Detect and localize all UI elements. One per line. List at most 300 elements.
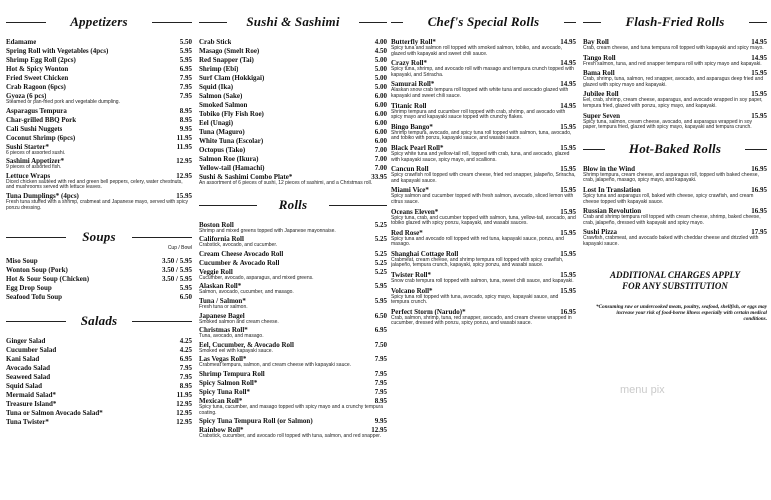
flash-item xyxy=(583,54,767,68)
menu-row xyxy=(199,38,387,46)
salads-item xyxy=(6,400,192,408)
sushi-item xyxy=(199,74,387,82)
sushi-item xyxy=(199,137,387,145)
sushi-item xyxy=(199,128,387,136)
item-price: 7.95 xyxy=(374,355,387,364)
item-name: Char-grilled BBQ Pork xyxy=(6,115,77,124)
soups-item xyxy=(6,266,192,274)
menu-row xyxy=(6,116,192,124)
item-price: 4.50 xyxy=(374,47,387,55)
column-1 xyxy=(6,0,192,500)
item-price: 5.95 xyxy=(179,47,192,55)
appetizers-item xyxy=(6,125,192,133)
menu-row xyxy=(199,379,387,387)
item-name: Egg Drop Soup xyxy=(6,284,52,293)
item-price: 7.95 xyxy=(179,364,192,373)
rolls-item xyxy=(199,268,387,282)
chef-item xyxy=(391,271,576,285)
rolls-item xyxy=(199,379,387,387)
item-price: 12.95 xyxy=(176,418,192,427)
menu-row xyxy=(199,370,387,378)
chef-item xyxy=(391,250,576,269)
item-price: 7.95 xyxy=(374,387,387,396)
item-description: Spicy tuna, salmon, cream cheese, avocado, and asparagus wrapped in soy paper, tempura fried, glazed with spicy mayo, kapayaki and tempura crunch. xyxy=(583,118,752,131)
item-description: Eel, crab, shrimp, cream cheese, asparagus, and avocado wrapped in soy paper, tempura fried, glazed with ponzu, spicy mayo, and kapayaki. xyxy=(583,97,763,109)
sushi-item xyxy=(199,65,387,73)
item-price: 14.95 xyxy=(560,101,576,110)
cup-bowl-label: Cup / Bowl xyxy=(167,245,192,252)
item-name: Fried Sweet Chicken xyxy=(6,74,69,82)
item-price: 7.95 xyxy=(179,74,192,82)
item-price: 6.50 xyxy=(179,293,192,302)
watermark: menu pix xyxy=(620,384,665,396)
flash-heading: Flash-Fried Rolls xyxy=(583,14,767,30)
item-price: 5.50 xyxy=(179,38,192,46)
chef-item xyxy=(391,38,576,57)
item-description: Crabstick, avocado, and cucumber. xyxy=(199,242,278,249)
rolls-item xyxy=(199,397,387,416)
item-price: 3.50 / 5.95 xyxy=(162,266,192,275)
menu-row xyxy=(6,266,192,274)
item-name: Miso Soup xyxy=(6,257,38,266)
item-name: Tuna or Salmon Avocado Salad* xyxy=(6,409,103,418)
item-name: Shrimp Tempura Roll xyxy=(199,369,265,378)
item-price: 14.95 xyxy=(751,38,767,46)
item-price: 5.25 xyxy=(374,258,387,267)
soups-list xyxy=(6,257,192,301)
item-description: Shrimp tempura and cucumber roll topped with crab, shrimp, and avocado with spicy mayo and kapayaki sauce topped with crunchy flakes. xyxy=(391,108,566,121)
item-name: Avocado Salad xyxy=(6,364,51,373)
salads-item xyxy=(6,337,192,345)
item-description: Crawfish, crabmeat, and avocado baked with cheddar cheese and drizzled with kapayaki sauce. xyxy=(583,235,759,247)
item-name: Cucumber & Avocado Roll xyxy=(199,258,280,267)
chef-item xyxy=(391,102,576,121)
menu-row xyxy=(6,355,192,363)
item-name: Asparagus Tempura xyxy=(6,106,67,115)
item-name: Masago (Smelt Roe) xyxy=(199,47,260,55)
item-description: Snow crab tempura roll topped with salmon, tuna, sweet chili sauce, and kapayaki. xyxy=(391,278,574,285)
item-name: Perfect Storm (Narudo)* xyxy=(391,307,466,316)
item-price: 4.25 xyxy=(179,337,192,346)
item-description: Cucumber, avocado, asparagus, and mixed greens. xyxy=(199,274,314,281)
item-name: Christmas Roll* xyxy=(199,326,248,335)
item-name: Edamame xyxy=(6,38,37,46)
appetizers-item xyxy=(6,56,192,64)
menu-row xyxy=(199,128,387,136)
item-price: 14.95 xyxy=(751,53,767,62)
item-description: Spicy white tuna and yellow-tail roll, topped with crab, tuna, and avocado, glazed with kapayaki sauce, spicy mayo, and scallions. xyxy=(391,150,570,163)
item-description: Crabstick, cucumber, and avocado roll topped with tuna, salmon, and red snapper. xyxy=(199,433,382,440)
item-name: Shrimp Egg Roll (2pcs) xyxy=(6,56,76,64)
item-name: Cali Sushi Nuggets xyxy=(6,124,63,133)
chef-item xyxy=(391,308,576,327)
item-price: 15.95 xyxy=(560,249,576,258)
item-price: 15.95 xyxy=(176,191,192,200)
item-price: 12.95 xyxy=(371,426,387,435)
item-name: Seaweed Salad xyxy=(6,373,51,382)
item-price: 16.95 xyxy=(560,307,576,316)
item-name: Miami Vice* xyxy=(391,186,429,195)
item-price: 11.95 xyxy=(176,133,192,142)
item-price: 15.95 xyxy=(560,207,576,216)
appetizers-item xyxy=(6,172,192,191)
item-price: 15.95 xyxy=(560,228,576,237)
item-description: Smoked salmon and cream cheese. xyxy=(199,318,279,325)
item-description: Fresh tuna or salmon. xyxy=(199,303,248,310)
rolls-item xyxy=(199,388,387,396)
rolls-item xyxy=(199,426,387,440)
item-description: Fresh tuna stuffed with a shrimp, crabmeat and Japanese mayo, served with spicy ponzu dressing. xyxy=(6,198,188,211)
item-name: Tango Roll xyxy=(583,53,616,62)
item-name: Japanese Bagel xyxy=(199,311,245,320)
item-name: Lost In Translation xyxy=(583,185,641,194)
substitution-notice: ADDITIONAL CHARGES APPLY FOR ANY SUBSTITUTION xyxy=(609,269,740,291)
menu-row xyxy=(199,83,387,91)
item-price: 6.00 xyxy=(374,119,387,127)
item-description: An assortment of 6 pieces of sushi, 12 pieces of sashimi, and a Christmas roll. xyxy=(199,180,373,186)
salads-item xyxy=(6,382,192,390)
item-name: Mexican Roll* xyxy=(199,396,243,405)
appetizers-item xyxy=(6,83,192,91)
menu-row xyxy=(199,74,387,82)
menu-row xyxy=(6,257,192,265)
item-description: Shrimp and mixed greens topped with Japanese mayonnaise. xyxy=(199,227,336,234)
item-description: Spicy tuna and salmon roll topped with smoked salmon, tobiko, and avocado, glazed with kapayaki and sweet chili sauce. xyxy=(391,45,562,57)
menu-row xyxy=(6,373,192,381)
menu-row xyxy=(199,56,387,64)
item-name: Treasure Island* xyxy=(6,400,57,409)
item-price: 5.25 xyxy=(374,235,387,244)
item-name: Salmon (Sake) xyxy=(199,92,243,100)
item-description: Spicy tuna and asparagus roll, baked with cheese, spicy crawfish, and cream cheese topped with kapayaki sauce. xyxy=(583,192,754,205)
column-3 xyxy=(391,0,576,500)
chef-item xyxy=(391,80,576,99)
item-price: 6.50 xyxy=(374,311,387,320)
flash-item xyxy=(583,112,767,131)
item-name: Salmon Roe (Ikura) xyxy=(199,155,259,163)
item-price: 11.95 xyxy=(176,391,192,400)
item-name: Red Rose* xyxy=(391,228,423,237)
item-name: Smoked Salmon xyxy=(199,101,248,109)
menu-row xyxy=(6,65,192,73)
item-description: Spicy crawfish roll topped with cream cheese, fried red snapper, jalapeño, Sriracha, and kapayaki sauce. xyxy=(391,172,576,184)
menu-row xyxy=(6,134,192,142)
item-name: Spicy Salmon Roll* xyxy=(199,378,258,387)
sushi-item xyxy=(199,56,387,64)
hotbaked-list xyxy=(583,165,767,248)
item-price: 11.95 xyxy=(176,142,192,151)
appetizers-item xyxy=(6,143,192,157)
menu-row xyxy=(6,284,192,292)
salads-item xyxy=(6,373,192,381)
item-description: Spicy tuna, crab, and cucumber topped with salmon, tuna, yellow-tail, avocado, and tobiko glazed with spicy ponzu, kapayaki, and wasabi sauces. xyxy=(391,214,576,227)
sushi-item xyxy=(199,47,387,55)
item-price: 6.00 xyxy=(374,92,387,100)
appetizers-item xyxy=(6,74,192,82)
item-description: Spicy tuna, cucumber, and masago topped with spicy mayo and a crunchy tempura coating. xyxy=(199,403,383,416)
menu-row xyxy=(199,119,387,127)
item-name: California Roll xyxy=(199,235,244,244)
item-name: Eel, Cucumber, & Avocado Roll xyxy=(199,340,294,349)
item-price: 7.95 xyxy=(179,373,192,382)
item-name: Spicy Tuna Roll* xyxy=(199,387,250,396)
item-price: 5.95 xyxy=(374,282,387,291)
menu-row xyxy=(6,409,192,417)
item-price: 7.50 xyxy=(374,340,387,349)
item-price: 6.00 xyxy=(374,128,387,136)
sushi-item xyxy=(199,110,387,118)
item-price: 5.95 xyxy=(374,296,387,305)
item-name: Crab Ragoon (6pcs) xyxy=(6,83,66,91)
item-name: Bama Roll xyxy=(583,69,615,78)
menu-row xyxy=(6,74,192,82)
appetizers-item xyxy=(6,107,192,115)
item-name: Eel (Unagi) xyxy=(199,119,234,127)
chef-item xyxy=(391,165,576,184)
item-name: Spicy Tuna Tempura Roll (or Salmon) xyxy=(199,417,313,426)
item-description: Crabmeat, cream cheese, and shrimp tempura roll topped with spicy crawfish, jalapeño, tempura crunch, kapayaki, spicy ponzu, and wasabi sauce. xyxy=(391,256,564,269)
item-name: Surf Clam (Hokkigai) xyxy=(199,74,265,82)
item-description: Spicy salmon and cucumber topped with fresh salmon, avocado, sliced lemon with citrus sauce. xyxy=(391,193,574,205)
appetizers-heading: Appetizers xyxy=(6,14,192,30)
hotbaked-heading: Hot-Baked Rolls xyxy=(583,141,767,157)
rolls-item xyxy=(199,235,387,249)
rolls-item xyxy=(199,312,387,326)
item-name: Boston Roll xyxy=(199,220,234,229)
item-description: Fresh salmon, tuna, and red snapper tempura roll with spicy mayo and kapayaki. xyxy=(583,60,762,67)
item-name: Hot & Sour Soup (Chicken) xyxy=(6,275,90,284)
item-name: Oceans Eleven* xyxy=(391,207,439,216)
item-description: Crabmeat tempura, salmon, and cream cheese with kapayaki sauce. xyxy=(199,362,352,369)
salads-item xyxy=(6,355,192,363)
sushi-item xyxy=(199,173,387,187)
item-name: Bingo Bango* xyxy=(391,122,433,131)
menu-row xyxy=(199,155,387,163)
item-name: Super Seven xyxy=(583,111,621,120)
item-description: Shrimp tempura, cream cheese, and asparagus roll, topped with baked cheese, crab, jalapeño, masago, spicy mayo, and kapayaki. xyxy=(583,171,759,184)
item-price: 7.95 xyxy=(179,92,192,100)
item-price: 5.25 xyxy=(374,249,387,258)
appetizers-item xyxy=(6,157,192,171)
appetizers-item xyxy=(6,38,192,46)
chef-list xyxy=(391,38,576,327)
item-name: Tobiko (Fly Fish Roe) xyxy=(199,110,264,118)
item-description: 6 pieces of assorted sushi. xyxy=(6,149,66,156)
flash-item xyxy=(583,38,767,52)
item-price: 4.00 xyxy=(374,38,387,46)
chef-item xyxy=(391,123,576,142)
menu-row xyxy=(6,125,192,133)
item-price: 12.95 xyxy=(176,171,192,180)
soups-item xyxy=(6,293,192,301)
item-price: 14.95 xyxy=(560,59,576,68)
item-name: Kani Salad xyxy=(6,355,40,364)
menu-row xyxy=(6,364,192,372)
flash-item xyxy=(583,69,767,88)
hotbaked-item xyxy=(583,186,767,205)
item-price: 15.95 xyxy=(560,271,576,280)
salads-item xyxy=(6,364,192,372)
sushi-item xyxy=(199,155,387,163)
item-price: 5.00 xyxy=(374,65,387,73)
item-price: 7.95 xyxy=(179,83,192,91)
item-name: Hot & Spicy Wonton xyxy=(6,65,69,73)
rolls-item xyxy=(199,341,387,355)
item-description: Shrimp tempura, avocado, and spicy tuna roll topped with salmon, tuna, avocado, and tobiko with ponzu, kapayaki sauce, and wasabi sauce. xyxy=(391,129,572,142)
sushi-list xyxy=(199,38,387,187)
sushi-item xyxy=(199,38,387,46)
item-description: Smoked eel with kapayaki sauce. xyxy=(199,347,273,354)
item-price: 8.95 xyxy=(179,106,192,115)
item-price: 8.95 xyxy=(374,396,387,405)
item-name: Wonton Soup (Pork) xyxy=(6,266,68,275)
soups-item xyxy=(6,284,192,292)
item-name: Jubilee Roll xyxy=(583,90,619,99)
item-price: 7.95 xyxy=(374,369,387,378)
item-name: Alaskan Roll* xyxy=(199,282,242,291)
item-price: 14.95 xyxy=(560,80,576,89)
salads-item xyxy=(6,409,192,417)
chef-item xyxy=(391,59,576,78)
flash-list xyxy=(583,38,767,131)
appetizers-item xyxy=(6,134,192,142)
rolls-heading: Rolls xyxy=(199,197,387,213)
menu-row xyxy=(199,92,387,100)
chef-item xyxy=(391,287,576,306)
chef-item xyxy=(391,186,576,205)
sushi-item xyxy=(199,92,387,100)
item-price: 5.00 xyxy=(374,56,387,64)
menu-row xyxy=(199,259,387,267)
menu-row xyxy=(199,146,387,154)
menu-row xyxy=(199,47,387,55)
item-name: Sushi Pizza xyxy=(583,228,618,237)
item-price: 7.00 xyxy=(374,164,387,172)
item-price: 7.95 xyxy=(374,378,387,387)
item-price: 15.95 xyxy=(560,143,576,152)
chef-item xyxy=(391,208,576,227)
item-name: Red Snapper (Tai) xyxy=(199,56,254,64)
menu-row xyxy=(199,65,387,73)
menu-row xyxy=(6,346,192,354)
menu-row xyxy=(6,400,192,408)
item-price: 17.95 xyxy=(751,228,767,237)
item-price: 7.00 xyxy=(374,155,387,163)
item-name: Black Pearl Roll* xyxy=(391,143,444,152)
item-price: 15.95 xyxy=(560,165,576,174)
item-price: 5.25 xyxy=(374,267,387,276)
item-name: Russian Revolution xyxy=(583,207,642,216)
appetizers-item xyxy=(6,47,192,55)
item-price: 7.00 xyxy=(374,146,387,154)
item-name: Veggie Roll xyxy=(199,267,233,276)
item-name: Rainbow Roll* xyxy=(199,426,244,435)
soups-item xyxy=(6,257,192,265)
item-description: Steamed or pan-fried pork and vegetable dumpling. xyxy=(6,99,120,105)
item-name: Crab Stick xyxy=(199,38,232,46)
soups-heading: Soups xyxy=(6,229,192,245)
hotbaked-item xyxy=(583,228,767,247)
item-name: Lettuce Wraps xyxy=(6,171,51,180)
menu-row xyxy=(6,107,192,115)
item-name: White Tuna (Escolar) xyxy=(199,137,264,145)
rolls-list xyxy=(199,221,387,440)
salads-heading: Salads xyxy=(6,313,192,329)
item-name: Shanghai Cottage Roll xyxy=(391,249,459,258)
menu-row xyxy=(6,391,192,399)
menu-row xyxy=(6,418,192,426)
sushi-item xyxy=(199,119,387,127)
item-name: Las Vegas Roll* xyxy=(199,355,247,364)
menu-row xyxy=(6,382,192,390)
chef-item xyxy=(391,144,576,163)
item-price: 15.95 xyxy=(751,69,767,78)
item-price: 15.95 xyxy=(751,111,767,120)
item-name: Sushi Starter* xyxy=(6,142,49,151)
appetizers-item xyxy=(6,192,192,211)
menu-row xyxy=(6,293,192,301)
chef-item xyxy=(391,229,576,248)
item-name: Gyoza (6 pcs) xyxy=(6,92,47,100)
item-name: Squid (Ika) xyxy=(199,83,234,91)
item-description: Crab, shrimp, tuna, salmon, red snapper, avocado, and asparagus deep fried and glazed with spicy mayo and kapayaki. xyxy=(583,76,764,88)
menu-row xyxy=(199,388,387,396)
item-name: Spring Roll with Vegetables (4pcs) xyxy=(6,47,109,55)
item-price: 15.95 xyxy=(560,286,576,295)
menu-row xyxy=(199,137,387,145)
appetizers-item xyxy=(6,92,192,106)
item-price: 5.00 xyxy=(374,74,387,82)
item-description: Crab, cream cheese, and tuna tempura roll topped with kapayaki and spicy mayo. xyxy=(583,45,764,51)
item-price: 3.50 / 5.95 xyxy=(162,275,192,284)
item-price: 15.95 xyxy=(560,122,576,131)
item-name: Sushi & Sashimi Combo Plate* xyxy=(199,173,293,181)
item-name: Tuna Twister* xyxy=(6,418,49,427)
item-name: Samurai Roll* xyxy=(391,80,435,89)
rolls-item xyxy=(199,297,387,311)
item-price: 16.95 xyxy=(751,207,767,216)
rolls-item xyxy=(199,326,387,340)
item-description: Diced chicken sautéed with red and green bell peppers, celery, water chestnuts, and mushrooms served with lettuce leaves. xyxy=(6,178,183,191)
item-description: 9 pieces of assorted fish. xyxy=(6,164,62,171)
item-description: Spicy tuna, shrimp, and avocado roll with masago and tempura crunch topped with kapayaki, and Sriracha. xyxy=(391,66,574,78)
item-name: Titanic Roll xyxy=(391,101,427,110)
rolls-item xyxy=(199,221,387,235)
item-price: 6.00 xyxy=(374,101,387,109)
menu-row xyxy=(6,275,192,283)
appetizers-item xyxy=(6,116,192,124)
item-description: Tuna, avocado, and masago. xyxy=(199,333,264,340)
item-description: Salmon, avocado, cucumber, and masago. xyxy=(199,289,294,296)
salads-item xyxy=(6,391,192,399)
item-price: 9.95 xyxy=(374,417,387,426)
item-price: 33.95 xyxy=(371,173,387,181)
menu-row xyxy=(6,47,192,55)
item-price: 6.95 xyxy=(179,355,192,364)
item-description: Alaskan snow crab tempura roll topped with white tuna and avocado glazed with kapayaki and sweet chili sauce. xyxy=(391,87,569,99)
item-price: 5.00 xyxy=(374,83,387,91)
menu-row xyxy=(6,83,192,91)
item-price: 9.95 xyxy=(179,124,192,133)
menu-row xyxy=(199,101,387,109)
item-price: 16.95 xyxy=(751,164,767,173)
item-price: 12.95 xyxy=(176,409,192,418)
item-name: Tuna Dumplings* (4pcs) xyxy=(6,191,79,200)
item-name: Coconut Shrimp (6pcs) xyxy=(6,133,76,142)
column-2 xyxy=(199,0,387,500)
item-name: Volcano Roll* xyxy=(391,286,433,295)
rolls-item xyxy=(199,282,387,296)
